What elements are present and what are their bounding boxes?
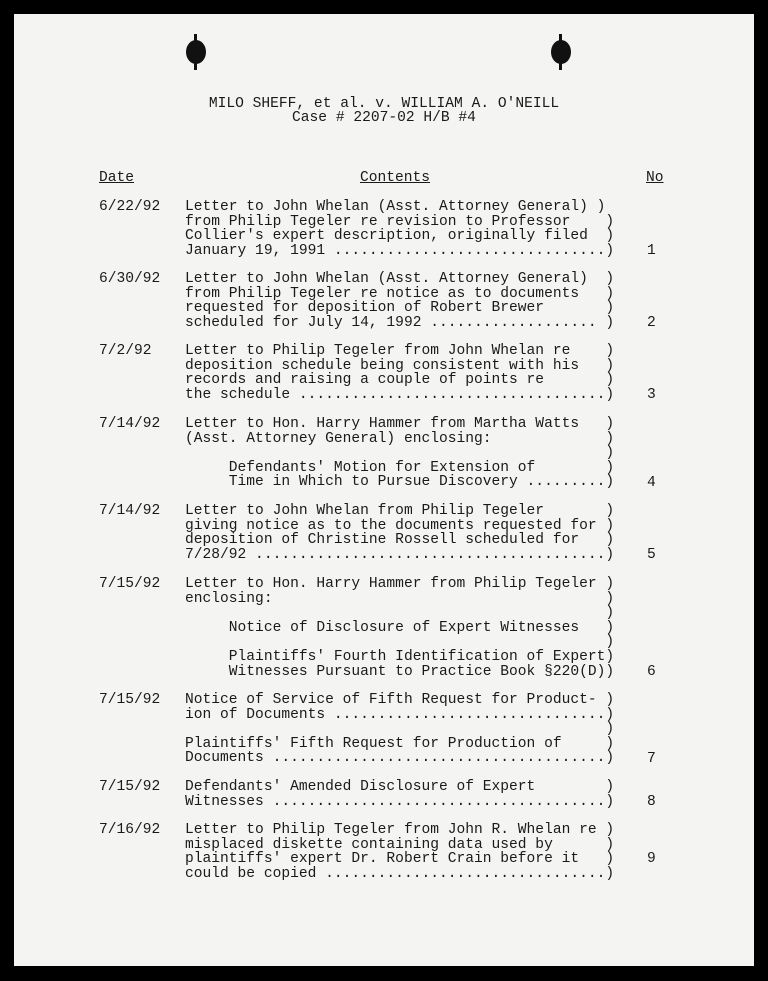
entry-date: 7/15/92 (99, 779, 161, 795)
column-header-contents: Contents (360, 170, 431, 186)
entry-contents: Letter to Philip Tegeler from John R. Whelan re ) misplaced diskette containing data used by ) plaintiffs' expert Dr. Robert Crain before it ) could be copied ................................) (185, 822, 615, 882)
entry-date: 6/30/92 (99, 271, 161, 287)
entry-number: 2 (647, 315, 656, 331)
entry-number: 7 (647, 751, 656, 767)
entry-contents: Letter to Philip Tegeler from John Whelan re ) deposition schedule being consistent with his ) records and raising a couple of points re ) the schedule ...................................) (185, 343, 615, 403)
entry-date: 7/2/92 (99, 343, 152, 359)
entry-date: 7/15/92 (99, 576, 161, 592)
document-page (14, 14, 754, 966)
entry-contents: Notice of Service of Fifth Request for Product- ) ion of Documents ...............................) ) Plaintiffs' Fifth Request for Production of ) Documents ......................................) (185, 692, 615, 767)
entry-number: 5 (647, 547, 656, 563)
entry-number: 3 (647, 387, 656, 403)
entry-contents: Letter to John Whelan (Asst. Attorney General) ) from Philip Tegeler re revision to Professor ) Collier's expert description, originally filed ) January 19, 1991 ...............................) (185, 199, 615, 259)
punch-hole-right (551, 40, 571, 64)
entry-number: 9 (647, 851, 656, 867)
case-title: MILO SHEFF, et al. v. WILLIAM A. O'NEILL (208, 96, 560, 112)
entry-date: 7/14/92 (99, 503, 161, 519)
entry-contents: Letter to John Whelan from Philip Tegeler ) giving notice as to the documents requested for ) deposition of Christine Rossell scheduled for ) 7/28/92 ........................................) (185, 503, 615, 563)
column-header-date: Date (99, 170, 135, 186)
column-header-no: No (646, 170, 664, 186)
entry-number: 1 (647, 243, 656, 259)
entry-number: 6 (647, 664, 656, 680)
entry-date: 7/14/92 (99, 416, 161, 432)
punch-hole-left (186, 40, 206, 64)
entry-number: 4 (647, 475, 656, 491)
entry-contents: Letter to John Whelan (Asst. Attorney General) ) from Philip Tegeler re notice as to documents ) requested for deposition of Robert Brewer ) scheduled for July 14, 1992 ................... ) (185, 271, 615, 331)
entry-contents: Letter to Hon. Harry Hammer from Philip Tegeler ) enclosing: ) ) Notice of Disclosure of Expert Witnesses ) ) Plaintiffs' Fourth Identification of Expert) Witnesses Pursuant to Practice Book §220(D)) (185, 576, 615, 680)
entry-contents: Letter to Hon. Harry Hammer from Martha Watts ) (Asst. Attorney General) enclosing: ) ) Defendants' Motion for Extension of ) Time in Which to Pursue Discovery .........) (185, 416, 615, 491)
entry-number: 8 (647, 794, 656, 810)
case-number: Case # 2207-02 H/B #4 (292, 110, 476, 126)
entry-date: 7/16/92 (99, 822, 161, 838)
entry-date: 7/15/92 (99, 692, 161, 708)
entry-contents: Defendants' Amended Disclosure of Expert ) Witnesses ......................................) (185, 779, 615, 810)
entry-date: 6/22/92 (99, 199, 161, 215)
